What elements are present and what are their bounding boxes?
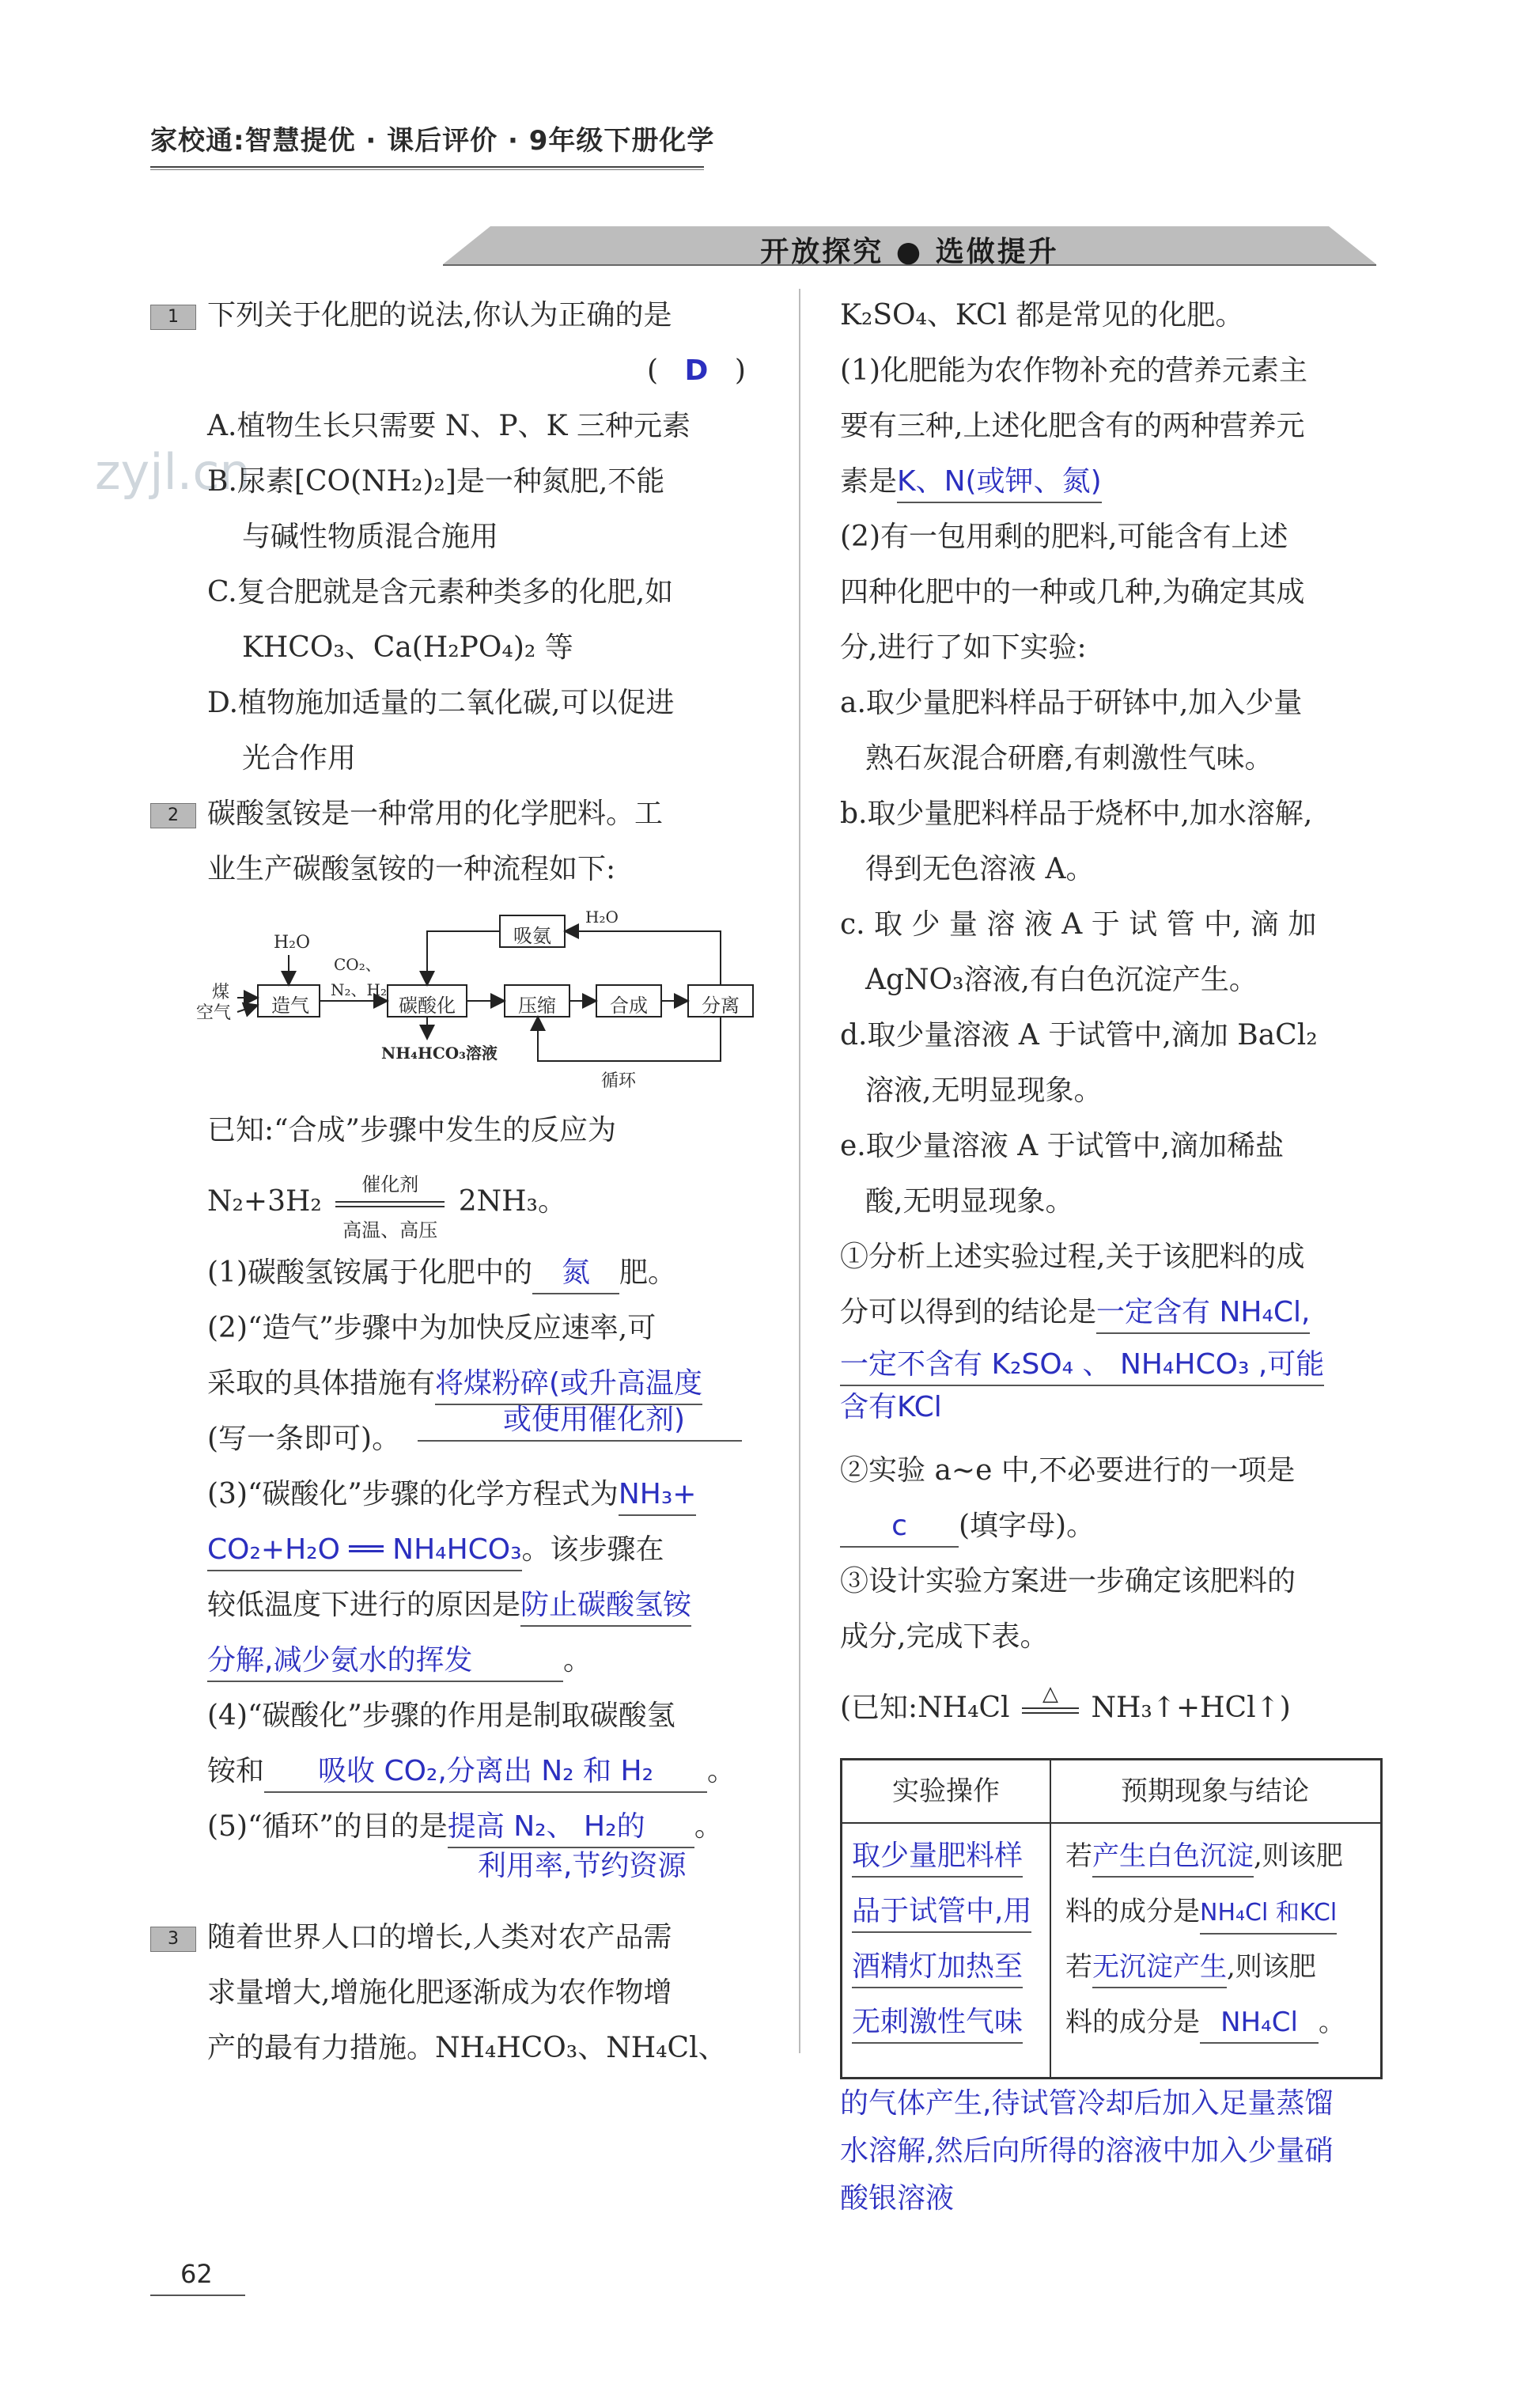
q2-part5 xyxy=(207,1807,723,1848)
q3-sub-ii: ②实验 a~e 中,不必要进行的一项是 xyxy=(840,1454,1296,1487)
flow-box-carbonation: 碳酸化 xyxy=(399,995,456,1017)
page-number-rule xyxy=(150,2295,245,2296)
equation-left: N₂+3H₂ xyxy=(207,1185,322,1218)
q2-part2-text: 采取的具体措施有 xyxy=(207,1367,436,1400)
q1-option-c-cont: KHCO₃、Ca(H₂PO₄)₂ 等 xyxy=(242,631,573,664)
q2-part2: (2)“造气”步骤中为加快反应速率,可 xyxy=(207,1312,656,1344)
table-result-3 xyxy=(1065,1947,1316,1988)
result-3-then: ,则该肥 xyxy=(1227,1951,1316,1983)
q2-part3-answer: NH₃+ xyxy=(619,1475,697,1516)
result-4-text: 料的成分是 xyxy=(1065,2007,1200,2038)
q3-part2-line2: 四种化肥中的一种或几种,为确定其成 xyxy=(840,576,1305,608)
q3-step-e-cont: 酸,无明显现象。 xyxy=(865,1185,1074,1218)
q3-part2: (2)有一包用剩的肥料,可能含有上述 xyxy=(840,521,1288,553)
q3-part2-line3: 分,进行了如下实验: xyxy=(840,631,1087,664)
flow-label-coal: 煤 xyxy=(212,983,230,1002)
q3-step-d-cont: 溶液,无明显现象。 xyxy=(865,1074,1103,1107)
q3-step-e: e.取少量溶液 A 于试管中,滴加稀盐 xyxy=(840,1130,1285,1162)
q2-part3-text-2: 。该步骤在 xyxy=(521,1533,664,1566)
q1-option-c: C.复合肥就是含元素种类多的化肥,如 xyxy=(207,576,674,608)
table-operation-3-text: 酒精灯加热至 xyxy=(852,1947,1023,1988)
q3-stem-line3: 产的最有力措施。NH₄HCO₃、NH₄Cl、 xyxy=(207,2032,727,2064)
q3-step-c: c. 取 少 量 溶 液 A 于 试 管 中, 滴 加 xyxy=(840,908,1317,941)
q3-part1-line2: 要有三种,上述化肥含有的两种营养元 xyxy=(840,410,1305,442)
result-3-answer: 无沉淀产生 xyxy=(1092,1947,1227,1988)
q3-step-b-cont: 得到无色溶液 A。 xyxy=(865,853,1095,885)
column-divider xyxy=(799,289,800,2053)
table-operation-2 xyxy=(852,1892,1031,1933)
q3-stem xyxy=(150,1918,672,1957)
q2-part1 xyxy=(207,1253,676,1294)
flow-box-synthesis: 合成 xyxy=(610,995,648,1017)
flow-label-air: 空气 xyxy=(196,1003,232,1023)
table-header-result: 预期现象与结论 xyxy=(1050,1760,1380,1824)
flow-box-separate: 分离 xyxy=(702,995,740,1017)
table-result-2 xyxy=(1065,1892,1337,1935)
q2-part2-line3: (写一条即可)。 xyxy=(207,1423,401,1455)
q2-stem-text: 碳酸氢铵是一种常用的化学肥料。工 xyxy=(207,798,664,830)
header-rule-thin xyxy=(150,169,704,170)
table-operation-cont-1: 的气体产生,待试管冷却后加入足量蒸馏 xyxy=(840,2087,1334,2120)
q2-part3 xyxy=(207,1475,696,1516)
q1-option-b: B.尿素[CO(NH₂)₂]是一种氮肥,不能 xyxy=(207,465,665,498)
flow-box-ammonia-absorb: 吸氨 xyxy=(513,925,551,947)
q1-option-d-cont: 光合作用 xyxy=(242,742,357,775)
q2-part3-line2 xyxy=(207,1530,664,1571)
q2-part4-answer: 吸收 CO₂,分离出 N₂ 和 H₂ xyxy=(264,1752,707,1793)
q2-stem-cont: 业生产碳酸氢铵的一种流程如下: xyxy=(207,853,616,885)
table-operation-cont-2: 水溶解,然后向所得的溶液中加入少量硝 xyxy=(840,2135,1334,2167)
q2-part4: (4)“碳酸化”步骤的作用是制取碳酸氢 xyxy=(207,1700,675,1732)
q3-sub-ii-text: (填字母)。 xyxy=(959,1510,1095,1542)
table-header-operation: 实验操作 xyxy=(842,1760,1050,1824)
q3-known xyxy=(840,1682,1291,1728)
q2-part2-answer: 将煤粉碎(或升高温度 xyxy=(435,1364,702,1405)
q3-stem-line4: K₂SO₄、KCl 都是常见的化肥。 xyxy=(840,299,1244,332)
flow-box-gasify: 造气 xyxy=(271,995,309,1017)
q2-part5-answer-cont: 利用率,节约资源 xyxy=(478,1850,687,1882)
q3-step-a: a.取少量肥料样品于研钵中,加入少量 xyxy=(840,687,1303,719)
result-2-text: 料的成分是 xyxy=(1065,1896,1200,1927)
q1-stem xyxy=(150,296,672,335)
q2-part4-period: 。 xyxy=(707,1755,736,1787)
q2-known: 已知:“合成”步骤中发生的反应为 xyxy=(207,1114,616,1146)
q1-option-b-cont: 与碱性物质混合施用 xyxy=(242,521,499,553)
page-number: 62 xyxy=(180,2259,213,2289)
q3-stem-line2: 求量增大,增施化肥逐渐成为农作物增 xyxy=(207,1976,672,2009)
q2-part5-text: (5)“循环”的目的是 xyxy=(207,1810,448,1843)
q3-sub-i: ①分析上述实验过程,关于该肥料的成 xyxy=(840,1241,1305,1273)
flow-label-n2h2: N₂、H₂ xyxy=(331,980,387,999)
q2-part3-text: (3)“碳酸化”步骤的化学方程式为 xyxy=(207,1478,619,1510)
table-operation-1-text: 取少量肥料样 xyxy=(852,1836,1023,1878)
known-condition xyxy=(1019,1682,1082,1728)
equation-bar-2 xyxy=(335,1206,445,1207)
table-result-4 xyxy=(1065,2003,1345,2044)
table-operation-cont-3: 酸银溶液 xyxy=(840,2182,955,2215)
result-4-period: 。 xyxy=(1319,2007,1345,2038)
q3-part1-answer: K、N(或钾、氮) xyxy=(897,462,1102,503)
table-operation-4 xyxy=(852,2003,1023,2044)
q3-step-d: d.取少量溶液 A 于试管中,滴加 BaCl₂ xyxy=(840,1019,1318,1052)
heat-symbol: △ xyxy=(1042,1682,1059,1706)
question-number-1: 1 xyxy=(150,305,196,330)
q3-part1: (1)化肥能为农作物补充的营养元素主 xyxy=(840,354,1307,387)
header-rule xyxy=(150,166,704,168)
q2-part4-text: 铵和 xyxy=(207,1755,265,1787)
q2-part3-reason-answer: 防止碳酸氢铵 xyxy=(520,1586,691,1627)
q2-part2-line2 xyxy=(207,1364,702,1405)
equation-condition xyxy=(331,1173,449,1241)
q2-part2-answer-line xyxy=(418,1440,742,1442)
q2-part5-answer: 提高 N₂、 H₂的 xyxy=(448,1807,694,1848)
result-4-answer: NH₄Cl xyxy=(1200,2003,1319,2044)
q2-equation xyxy=(207,1173,566,1241)
q1-answer-paren xyxy=(647,351,746,391)
known-right: NH₃↑+HCl↑) xyxy=(1091,1692,1291,1724)
q3-sub-ii-line2 xyxy=(840,1506,1095,1548)
q2-part3-line4 xyxy=(207,1641,592,1682)
process-flow-diagram xyxy=(190,906,791,1096)
q2-part1-end: 肥。 xyxy=(619,1256,677,1289)
q3-sub-i-answer-end: 含有KCl xyxy=(840,1391,942,1423)
q3-step-a-cont: 熟石灰混合研磨,有刺激性气味。 xyxy=(865,742,1273,775)
result-1-if: 若 xyxy=(1065,1840,1092,1872)
q2-part2-answer-cont: 或使用催化剂) xyxy=(503,1404,686,1436)
q1-option-d: D.植物施加适量的二氧化碳,可以促进 xyxy=(207,687,675,719)
paren-open: ( xyxy=(647,354,659,387)
q1-stem-text: 下列关于化肥的说法,你认为正确的是 xyxy=(207,299,672,332)
known-bar-2 xyxy=(1022,1712,1079,1714)
flow-label-cycle: 循环 xyxy=(601,1071,637,1091)
q3-part1-line3 xyxy=(840,462,1102,503)
table-operation-4-text: 无刺激性气味 xyxy=(852,2003,1023,2044)
equation-conditions: 高温、高压 xyxy=(342,1219,438,1241)
q3-sub-i-answer: 一定含有 NH₄Cl, xyxy=(1096,1293,1310,1334)
q1-option-a: A.植物生长只需要 N、P、K 三种元素 xyxy=(207,410,691,442)
q2-part1-answer: 氮 xyxy=(532,1253,619,1294)
header-title: 家校通:智慧提优 · 课后评价 · 9年级下册化学 xyxy=(150,125,715,157)
question-number-3: 3 xyxy=(150,1927,196,1952)
q3-stem-text: 随着世界人口的增长,人类对农产品需 xyxy=(207,1921,672,1954)
table-operation-2-text: 品于试管中,用 xyxy=(852,1892,1031,1933)
flow-box-compress: 压缩 xyxy=(518,995,556,1017)
flow-label-water-top: H₂O xyxy=(274,933,311,953)
q3-sub-i-line3 xyxy=(840,1345,1324,1386)
q1-answer: D xyxy=(684,354,709,387)
q3-sub-i-answer-cont: 一定不含有 K₂SO₄ 、 NH₄HCO₃ ,可能 xyxy=(840,1345,1324,1386)
q2-part3-reason-answer-cont: 分解,减少氨水的挥发 xyxy=(207,1641,563,1682)
q2-part5-period: 。 xyxy=(694,1810,723,1843)
q2-part1-text: (1)碳酸氢铵属于化肥中的 xyxy=(207,1256,532,1289)
result-1-answer: 产生白色沉淀 xyxy=(1092,1836,1254,1878)
table-column-divider xyxy=(1050,1760,1051,2077)
q3-sub-i-text: 分可以得到的结论是 xyxy=(840,1296,1097,1328)
paren-close: ) xyxy=(734,354,746,387)
q3-part1-text: 素是 xyxy=(840,465,898,498)
q2-part3-reason: 较低温度下进行的原因是 xyxy=(207,1589,521,1621)
flow-label-product: NH₄HCO₃溶液 xyxy=(381,1044,498,1063)
section-banner xyxy=(443,223,1376,267)
q3-sub-ii-answer: c xyxy=(840,1506,959,1548)
q2-part3-period: 。 xyxy=(563,1644,592,1677)
table-operation-1 xyxy=(852,1836,1023,1878)
experiment-table xyxy=(840,1758,1383,2079)
q3-step-c-cont: AgNO₃溶液,有白色沉淀产生。 xyxy=(865,964,1258,996)
q2-part3-line3 xyxy=(207,1586,691,1627)
q3-step-b: b.取少量肥料样品于烧杯中,加水溶解, xyxy=(840,798,1313,830)
watermark: zyjl.cn xyxy=(95,443,251,501)
flow-label-co2: CO₂、 xyxy=(334,955,381,974)
equation-bar xyxy=(335,1201,445,1203)
known-left: (已知:NH₄Cl xyxy=(840,1692,1010,1724)
q3-sub-iii-line2: 成分,完成下表。 xyxy=(840,1620,1049,1653)
known-bar xyxy=(1022,1707,1079,1709)
question-number-2: 2 xyxy=(150,803,196,828)
table-result-1 xyxy=(1065,1836,1343,1878)
banner-title: 开放探究 ● 选做提升 xyxy=(760,236,1059,268)
q2-part4-line2 xyxy=(207,1752,736,1793)
result-3-if: 若 xyxy=(1065,1951,1092,1983)
q3-sub-iii: ③设计实验方案进一步确定该肥料的 xyxy=(840,1565,1296,1597)
result-2-answer: NH₄Cl 和KCl xyxy=(1200,1893,1337,1935)
q2-stem xyxy=(150,794,663,834)
equation-right: 2NH₃。 xyxy=(458,1185,566,1218)
q3-sub-i-line2 xyxy=(840,1293,1310,1334)
table-operation-3 xyxy=(852,1947,1023,1988)
flow-label-water-right: H₂O xyxy=(585,908,619,927)
q2-part3-answer-cont: CO₂+H₂O ══ NH₄HCO₃ xyxy=(207,1530,522,1571)
result-1-then: ,则该肥 xyxy=(1254,1840,1343,1872)
equation-catalyst: 催化剂 xyxy=(361,1173,419,1196)
